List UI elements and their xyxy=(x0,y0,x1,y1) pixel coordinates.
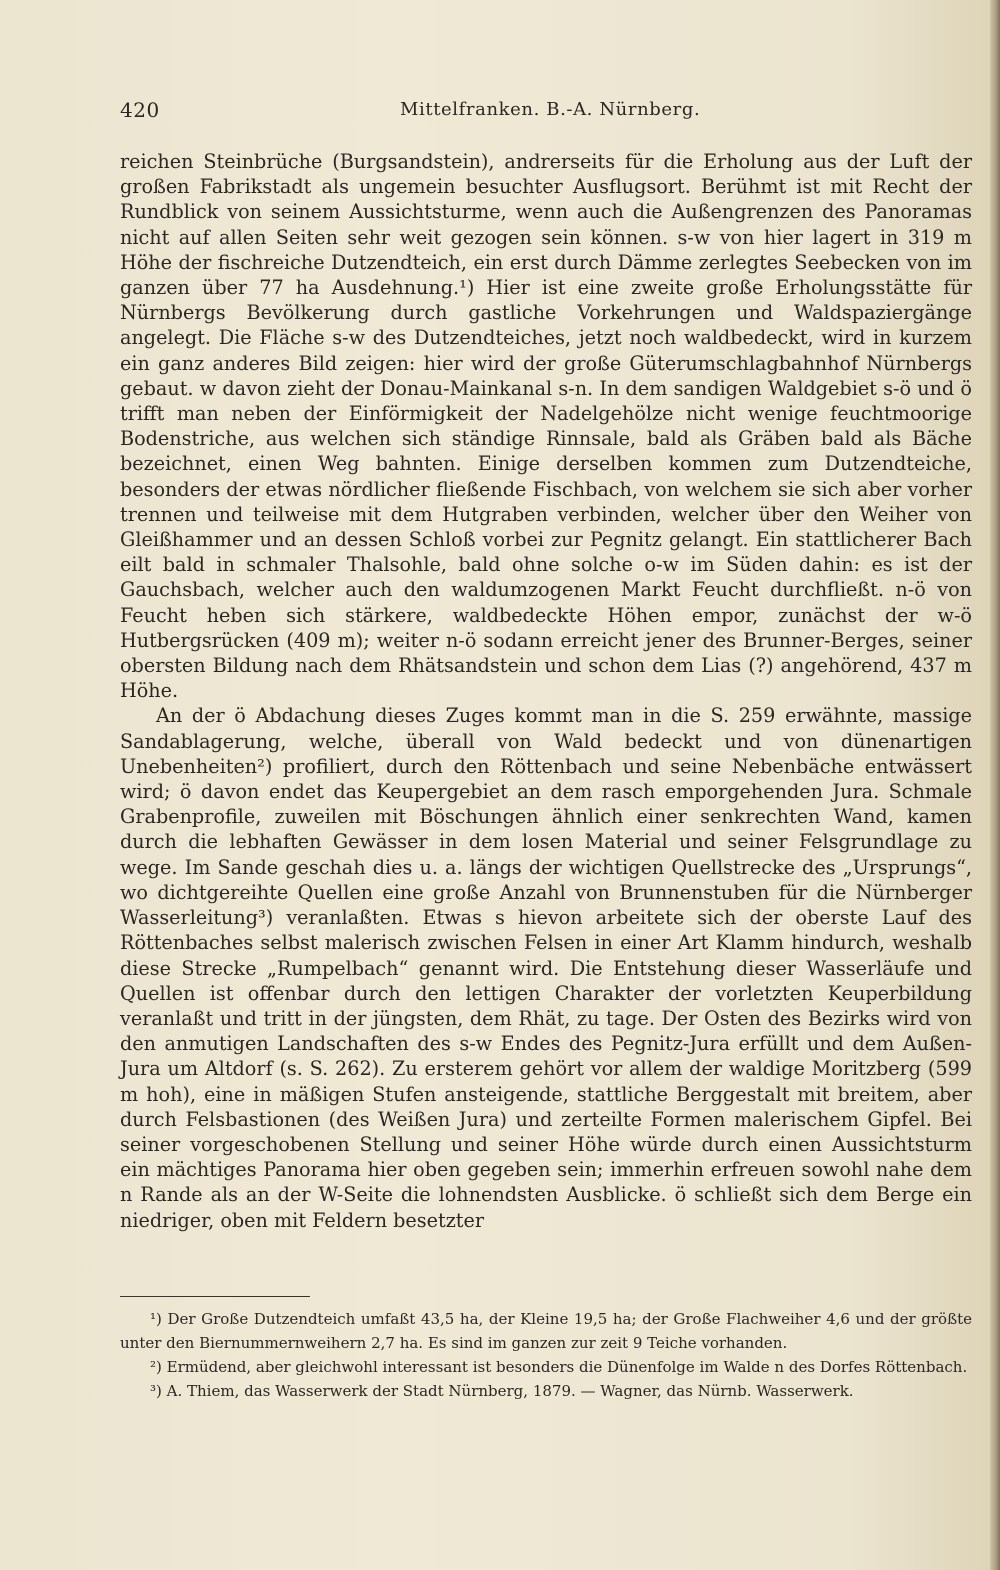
running-head: Mittelfranken. B.-A. Nürnberg. xyxy=(400,99,701,120)
footnote-divider xyxy=(120,1296,310,1297)
page-header xyxy=(120,98,970,128)
page-number: 420 xyxy=(120,98,160,122)
body-text xyxy=(120,149,972,1233)
footnotes xyxy=(120,1307,972,1403)
paragraph-1: reichen Steinbrüche (Burgsandstein), andrerseits für die Erholung aus der Luft der großen Fabrikstadt als ungemein besuchter Ausflugsort. Berühmt ist mit Recht der Rundblick von seinem Aussichtsturme, wenn auch die Außengrenzen des Panoramas nicht auf allen Seiten sehr weit gezogen sein können. s-w von hier lagert in 319 m Höhe der fischreiche Dutzendteich, ein erst durch Dämme zerlegtes Seebecken von im ganzen über 77 ha Ausdehnung.¹) Hier ist eine zweite große Erholungsstätte für Nürnbergs Bevölkerung durch gastliche Vorkehrungen und Waldspaziergänge angelegt. Die Fläche s-w des Dutzendteiches, jetzt noch waldbedeckt, wird in kurzem ein ganz anderes Bild zeigen: hier wird der große Güterumschlagbahnhof Nürnbergs gebaut. w davon zieht der Donau-Mainkanal s-n. In dem sandigen Waldgebiet s-ö und ö trifft man neben der Einförmigkeit der Nadelgehölze nicht wenige feuchtmoorige Bodenstriche, aus welchen sich ständige Rinnsale, bald als Gräben bald als Bäche bezeichnet, einen Weg bahnten. Einige derselben kommen zum Dutzendteiche, besonders der etwas nördlicher fließende Fischbach, von welchem sie sich aber vorher trennen und teilweise mit dem Hutgraben verbinden, welcher über den Weiher von Gleißhammer und an dessen Schloß vorbei zur Pegnitz gelangt. Ein stattlicherer Bach eilt bald in schmaler Thalsohle, bald ohne solche o-w im Süden dahin: es ist der Gauchsbach, welcher auch den waldumzogenen Markt Feucht durchfließt. n-ö von Feucht heben sich stärkere, waldbedeckte Höhen empor, zunächst der w-ö Hutbergsrücken (409 m); weiter n-ö sodann erreicht jener des Brunner-Berges, seiner obersten Bildung nach dem Rhätsandstein und schon dem Lias (?) angehörend, 437 m Höhe. xyxy=(120,150,972,703)
paragraph-2: An der ö Abdachung dieses Zuges kommt man in die S. 259 erwähnte, massige Sandablagerung, welche, überall von Wald bedeckt und von dünenartigen Unebenheiten²) profiliert, durch den Röttenbach und seine Nebenbäche entwässert wird; ö davon endet das Keupergebiet an dem rasch emporgehenden Jura. Schmale Grabenprofile, zuweilen mit Böschungen ähnlich einer senkrechten Wand, kamen durch die lebhaften Gewässer in dem losen Material und seiner Felsgrundlage zu wege. Im Sande geschah dies u. a. längs der wichtigen Quellstrecke des „Ursprungs“, wo dichtgereihte Quellen eine große Anzahl von Brunnenstuben für die Nürnberger Wasserleitung³) veranlaßten. Etwas s hievon arbeitete sich der oberste Lauf des Röttenbaches selbst malerisch zwischen Felsen in einer Art Klamm hindurch, weshalb diese Strecke „Rumpelbach“ genannt wird. Die Entstehung dieser Wasserläufe und Quellen ist offenbar durch den lettigen Charakter der vorletzten Keuperbildung veranlaßt und tritt in der jüngsten, dem Rhät, zu tage. Der Osten des Bezirks wird von den anmutigen Landschaften des s-w Endes des Pegnitz-Jura erfüllt und dem Außen-Jura um Altdorf (s. S. 262). Zu ersterem gehört vor allem der waldige Moritzberg (599 m hoh), eine in mäßigen Stufen ansteigende, stattliche Berggestalt mit breitem, aber durch Felsbastionen (des Weißen Jura) und zerteilte Formen malerischem Gipfel. Bei seiner vorgeschobenen Stellung und seiner Höhe würde durch einen Aussichtsturm ein mächtiges Panorama hier oben gegeben sein; immerhin erfreuen sowohl nahe dem n Rande als an der W-Seite die lohnendsten Ausblicke. ö schließt sich dem Berge ein niedriger, oben mit Feldern besetzter xyxy=(120,704,972,1232)
footnote-3: ³) A. Thiem, das Wasserwerk der Stadt Nürnberg, 1879. — Wagner, das Nürnb. Wasserwerk. xyxy=(150,1382,854,1400)
footnote-1: ¹) Der Große Dutzendteich umfaßt 43,5 ha, der Kleine 19,5 ha; der Große Flachweiher 4,6 und der größte unter den Biernummernweihern 2,7 ha. Es sind im ganzen zur zeit 9 Teiche vorhanden. xyxy=(120,1310,972,1352)
page-edge-shadow xyxy=(990,0,1000,1570)
footnote-2: ²) Ermüdend, aber gleichwohl interessant ist besonders die Dünenfolge im Walde n des Dorfes Röttenbach. xyxy=(150,1358,968,1376)
